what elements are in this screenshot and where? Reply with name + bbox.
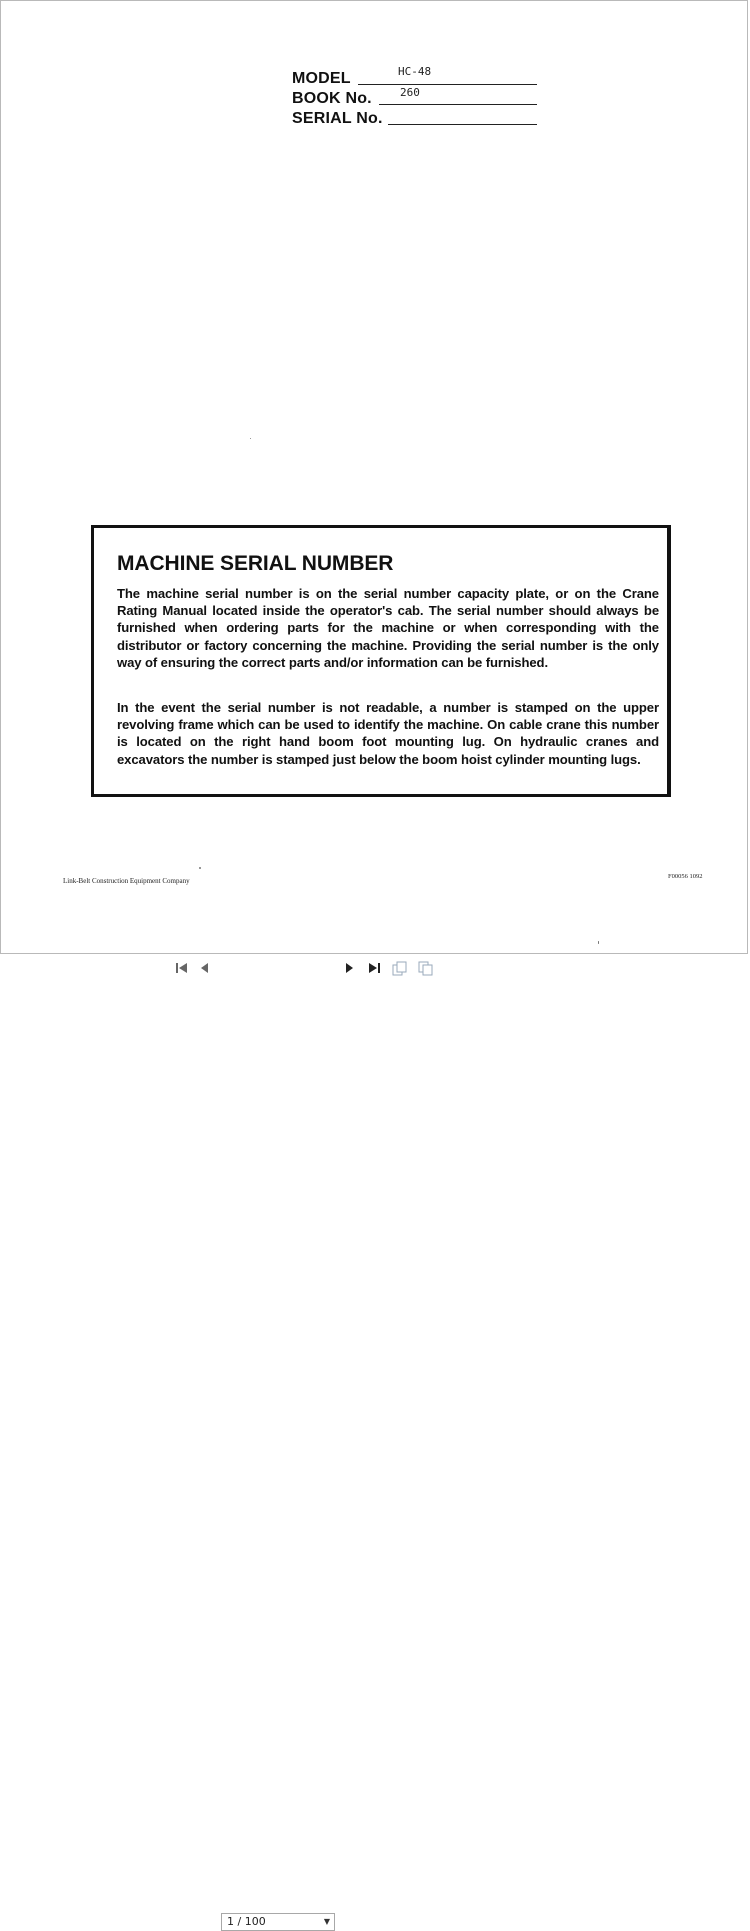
scan-speck [598, 941, 599, 944]
page-indicator: 1 / 100 [227, 1915, 266, 1928]
model-label: MODEL [292, 70, 351, 87]
single-page-view-icon[interactable] [392, 961, 408, 976]
footer-company: Link-Belt Construction Equipment Company [63, 877, 190, 885]
chevron-down-icon: ▼ [323, 1917, 330, 1926]
previous-page-icon[interactable] [200, 962, 210, 974]
first-page-icon[interactable] [175, 962, 189, 974]
serial-number-notice [91, 525, 671, 797]
identification-fields [292, 65, 542, 129]
notice-title: MACHINE SERIAL NUMBER [117, 552, 394, 575]
book-label: BOOK No. [292, 90, 372, 107]
last-page-icon[interactable] [367, 962, 381, 974]
page-number-select[interactable] [221, 1913, 335, 1931]
viewer-toolbar [0, 954, 750, 1928]
notice-paragraph-1: The machine serial number is on the serial number capacity plate, or on the Crane Rating Manual located inside the operator's cab. The serial number should always be furnished when ordering parts for the machine or when corresponding with the distributor or factory concerning the machine. Providing the serial number is the only way of ensuring the correct parts and/or information can be furnished. [117, 586, 659, 670]
serial-label: SERIAL No. [292, 110, 383, 127]
model-line [358, 84, 537, 85]
continuous-view-icon[interactable] [418, 961, 434, 976]
notice-paragraph-2: In the event the serial number is not readable, a number is stamped on the upper revolving frame which can be used to identify the machine. On cable crane this number is located on the right hand boom foot mounting lug. On hydraulic cranes and excavators the number is stamped just below the boom hoist cylinder mounting lugs. [117, 700, 659, 767]
footer-code: F00056 1092 [668, 873, 703, 880]
next-page-icon[interactable] [344, 962, 354, 974]
model-value: HC-48 [398, 65, 432, 78]
serial-line [388, 124, 537, 125]
book-row [292, 86, 542, 109]
document-page [0, 0, 748, 954]
scan-speck [199, 867, 201, 869]
serial-row [292, 109, 542, 129]
scan-speck [250, 438, 251, 439]
book-line [379, 104, 537, 105]
book-value: 260 [400, 86, 420, 99]
